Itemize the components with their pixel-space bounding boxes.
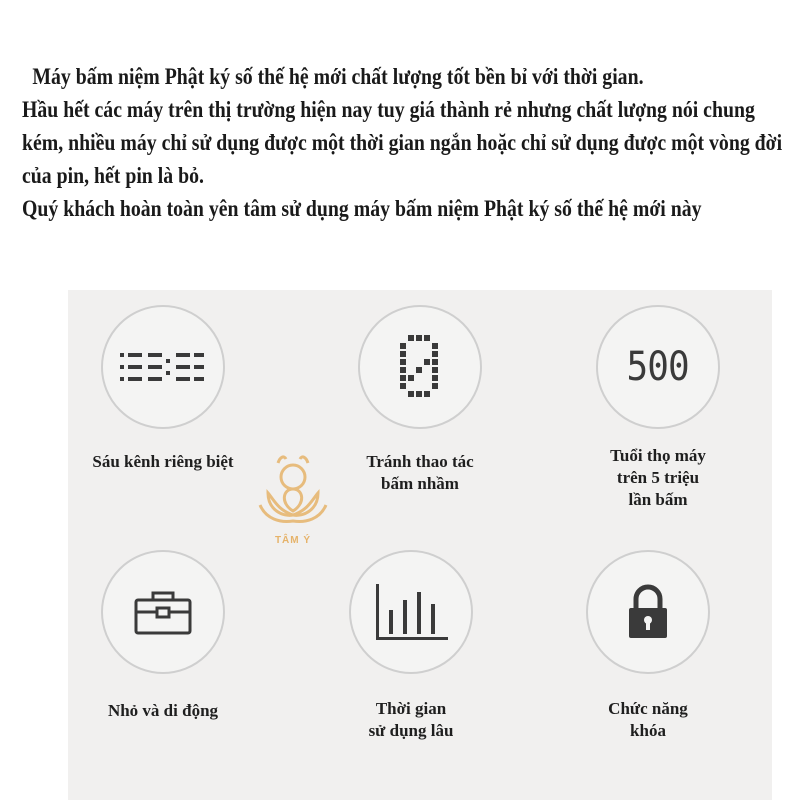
feature-label: Tránh thao tác bấm nhầm [366,452,474,493]
intro-line: Quý khách hoàn toàn yên tâm sử dụng máy bấm niệm Phật ký số thế hệ mới này [22,196,702,221]
feature-circle [101,550,225,674]
feature-panel [68,290,772,800]
feature-card-portable [73,550,253,722]
feature-card-long-usage [321,550,501,742]
feature-label: Nhỏ và di động [107,701,219,720]
feature-card-lock [558,550,738,742]
bar-chart-icon [371,582,451,642]
watermark-text: TÂM Ý [274,535,312,546]
lotus-icon [258,455,328,530]
lock-icon [626,584,670,640]
feature-circle [101,305,225,429]
feature-label: Sáu kênh riêng biệt [92,452,234,471]
intro-line: Hầu hết các máy trên thị trường hiện nay tuy giá thành rẻ nhưng chất lượng nói chung [22,97,755,122]
feature-card-lifetime [568,305,748,511]
feature-circle [349,550,473,674]
intro-line: kém, nhiều máy chỉ sử dụng được một thời gian ngắn hoặc chỉ sử dụng được một vòng đời [22,130,783,155]
counter-500-icon: 500 [626,344,690,390]
six-channel-icon [118,347,208,387]
intro-line: của pin, hết pin là bỏ. [22,163,204,188]
intro-text [22,60,787,225]
feature-circle [586,550,710,674]
feature-label: Thời gian sử dụng lâu [368,699,454,740]
zero-digit-icon [400,335,440,399]
intro-line: Máy bấm niệm Phật ký số thế hệ mới chất lượng tốt bền bỉ với thời gian. [32,64,644,89]
feature-card-avoid-mistake [330,305,510,495]
feature-card-six-channels [73,305,253,473]
feature-label: Tuổi thọ máy trên 5 triệu lần bấm [610,446,706,509]
watermark-logo [248,455,338,546]
feature-label: Chức năng khóa [608,699,688,740]
feature-circle [596,305,720,429]
briefcase-icon [133,588,193,636]
feature-circle [358,305,482,429]
